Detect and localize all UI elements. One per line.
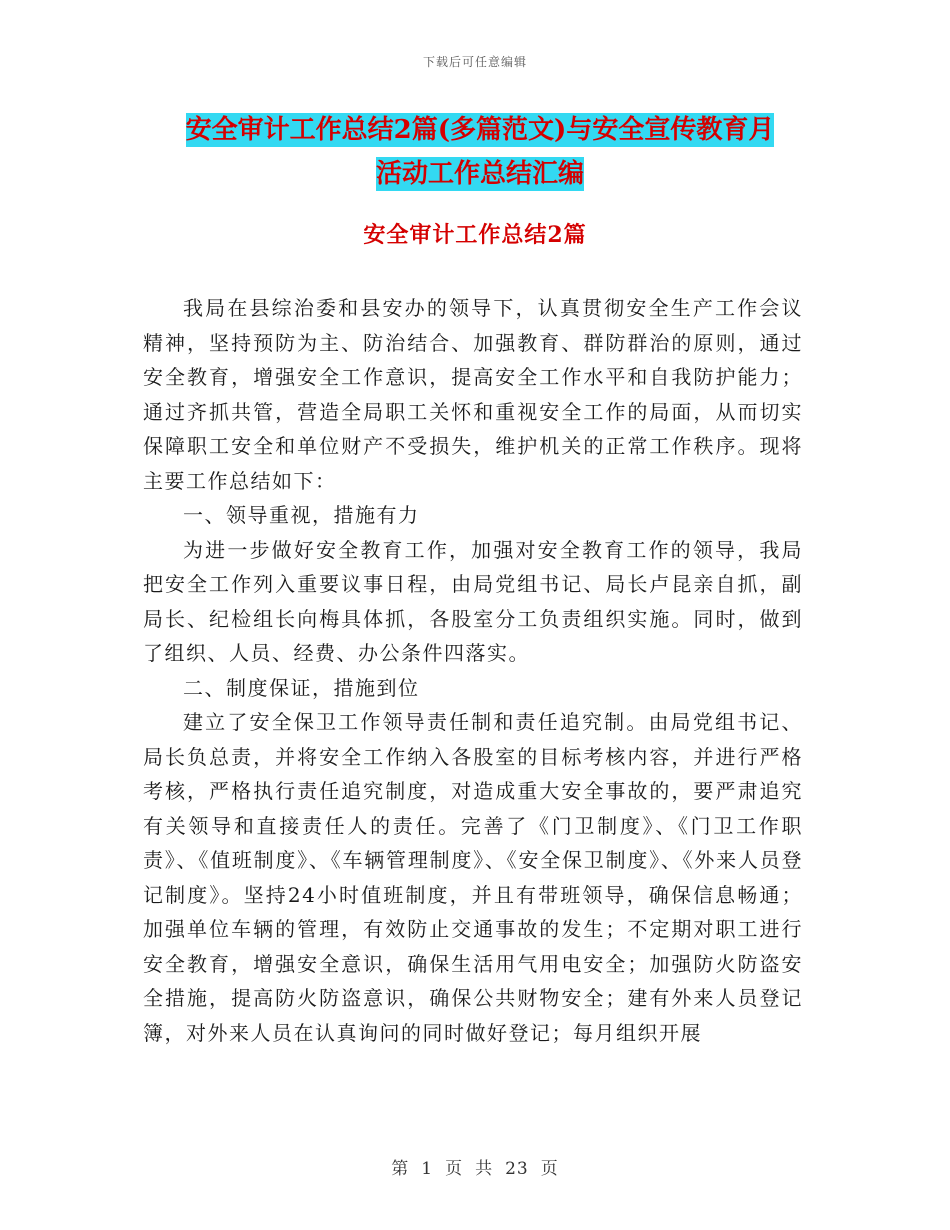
document-title-line-1: 安全审计工作总结2篇(多篇范文)与安全宣传教育月 (185, 115, 775, 145)
section-title: 安全审计工作总结2篇 (363, 222, 587, 248)
document-title (150, 108, 810, 196)
paragraph-intro: 我局在县综治委和县安办的领导下，认真贯彻安全生产工作会议精神，坚持预防为主、防治结合、加强教育、群防群治的原则，通过安全教育，增强安全工作意识，提高安全工作水平和自我防护能力；通过齐抓共管，营造全局职工关怀和重视安全工作的局面，从而切实保障职工安全和单位财产不受损失，维护机关的正常工作秩序。现将主要工作总结如下： (143, 296, 803, 493)
paragraph-leadership: 为进一步做好安全教育工作，加强对安全教育工作的领导，我局把安全工作列入重要议事日程，由局党组书记、局长卢昆亲自抓，副局长、纪检组长向梅具体抓，各股室分工负责组织实施。同时，做到了组织、人员、经费、办公条件四落实。 (143, 537, 803, 665)
footer-mid: 页 (445, 1159, 464, 1179)
footer-suffix: 页 (540, 1159, 559, 1179)
footer-total-pages: 23 (505, 1159, 529, 1179)
heading-system: 二、制度保证，措施到位 (183, 675, 420, 700)
footer-prefix: 第 (391, 1159, 410, 1179)
document-title-line-2: 活动工作总结汇编 (375, 159, 584, 189)
page-footer (0, 1154, 950, 1179)
paragraph-system: 建立了安全保卫工作领导责任制和责任追究制。由局党组书记、局长负总责，并将安全工作纳入各股室的目标考核内容，并进行严格考核，严格执行责任追究制度，对造成重大安全事故的，要严肃追究有关领导和直接责任人的责任。完善了《门卫制度》、《门卫工作职责》、《值班制度》、《车辆管理制度》、《安全保卫制度》、《外来人员登记制度》。坚持24小时值班制度，并且有带班领导，确保信息畅通；加强单位车辆的管理，有效防止交通事故的发生；不定期对职工进行安全教育，增强安全意识，确保生活用气用电安全；加强防火防盗安全措施，提高防火防盗意识，确保公共财物安全；建有外来人员登记簿，对外来人员在认真询问的同时做好登记；每月组织开展 (143, 710, 803, 1045)
footer-total-prefix: 共 (475, 1159, 494, 1179)
body-text (143, 291, 803, 1050)
footer-page-number: 1 (421, 1159, 434, 1179)
heading-leadership: 一、领导重视，措施有力 (183, 503, 420, 527)
header-note: 下载后可任意编辑 (422, 55, 527, 69)
